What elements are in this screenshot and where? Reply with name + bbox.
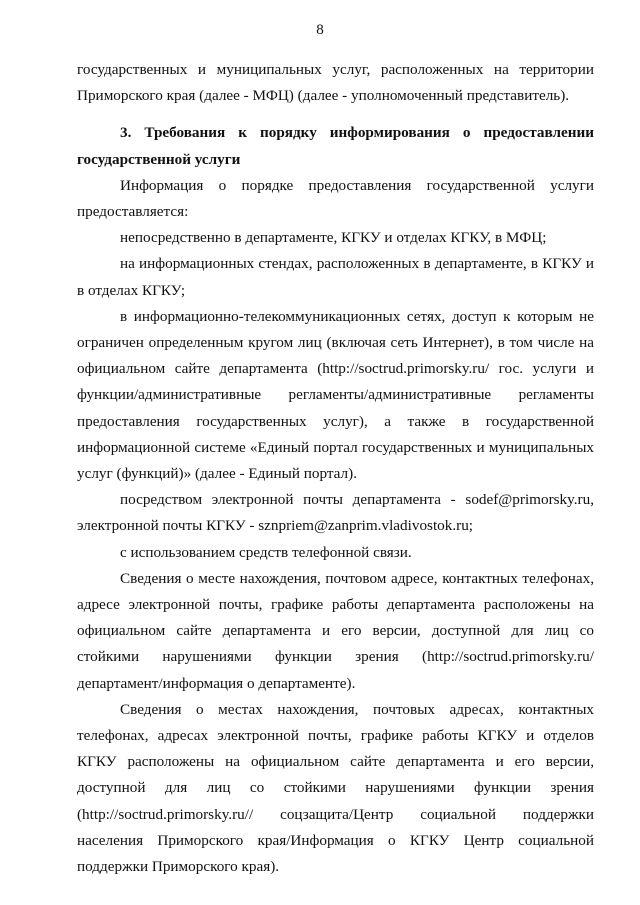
document-body	[77, 57, 594, 880]
page-number: 8	[316, 22, 324, 38]
list-item-stands: на информационных стендах, расположенных в департаменте, в КГКУ и в отделах КГКУ;	[77, 255, 594, 299]
paragraph-kgku-info: Сведения о местах нахождения, почтовых адресах, контактных телефонах, адресах электронной почты, графике работы КГКУ и отделов КГКУ расположены на официальном сайте департамента и его версии, доступной для лиц со стойкими нарушениями функции зрения (http://soctrud.primorsky.ru// соцзащита/Центр социальной поддержки населения Приморского края/Информация о КГКУ Центр социальной поддержки Приморского края).	[77, 700, 594, 876]
list-item-email: посредством электронной почты департамента - sodef@primorsky.ru, электронной почты КГКУ - sznpriem@zanprim.vladivostok.ru;	[77, 491, 594, 535]
list-item-networks: в информационно-телекоммуникационных сетях, доступ к которым не ограничен определенным кругом лиц (включая сеть Интернет), в том числе на официальном сайте департамента (http://soctrud.primorsky.ru/ гос. услуги и функции/административные регламенты/административные регламенты предоставления государственных услуг), а также в государственной информационной системе «Единый портал государственных и муниципальных услуг (функций)» (далее - Единый портал).	[77, 307, 594, 483]
paragraph-info-provided: Информация о порядке предоставления государственной услуги предоставляется:	[77, 176, 594, 221]
list-item-directly: непосредственно в департаменте, КГКУ и отделах КГКУ, в МФЦ;	[120, 229, 547, 247]
section-heading: 3. Требования к порядку информирования о предоставлении государственной услуги	[77, 124, 594, 168]
paragraph-department-info: Сведения о месте нахождения, почтовом адресе, контактных телефонах, адресе электронной почты, графике работы департамента расположены на официальном сайте департамента и его версии, доступной для лиц со стойкими нарушениями функции зрения (http://soctrud.primorsky.ru/ департамент/информация о департаменте).	[77, 569, 594, 692]
paragraph-continuation: государственных и муниципальных услуг, расположенных на территории Приморского края (далее - МФЦ) (далее - уполномоченный представитель).	[77, 61, 594, 105]
list-item-telephone: с использованием средств телефонной связи.	[120, 543, 412, 561]
